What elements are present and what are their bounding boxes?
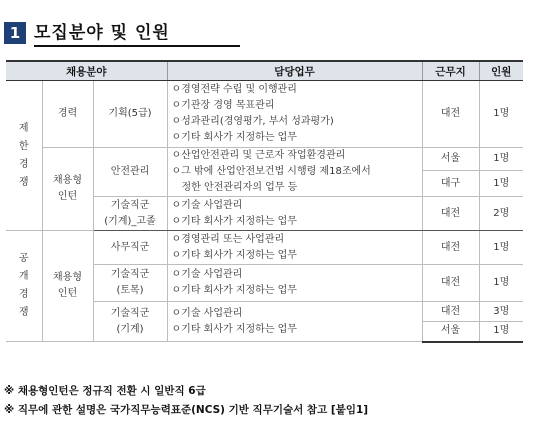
duty-cell: ㅇ기술 사업관리 ㅇ기타 회사가 지정하는 업무: [167, 302, 422, 342]
category-cell: 채용형 인턴: [42, 148, 93, 231]
location-cell: 대구: [422, 171, 479, 197]
duty-cell: ㅇ경영관리 또는 사업관리 ㅇ기타 회사가 지정하는 업무: [167, 231, 422, 265]
location-cell: 대전: [422, 302, 479, 322]
group-restricted: 제한경쟁: [6, 81, 42, 231]
field-cell: 사무직군: [93, 231, 167, 265]
location-cell: 대전: [422, 231, 479, 265]
section-title: 모집분야 및 인원: [34, 18, 240, 47]
footnote-intern: ※ 채용형인턴은 정규직 전환 시 일반직 6급: [4, 385, 206, 397]
section-header: [4, 18, 240, 47]
header-field: 채용분야: [6, 61, 167, 81]
recruitment-table: [6, 60, 523, 343]
header-location: 근무지: [422, 61, 479, 81]
field-cell: 기술직군 (기계)_고졸: [93, 197, 167, 231]
table-header-row: [6, 61, 523, 81]
location-cell: 서울: [422, 148, 479, 171]
table-row: [6, 81, 523, 148]
field-cell: 안전관리: [93, 148, 167, 197]
section-number-badge: 1: [4, 22, 26, 44]
category-cell: 경력: [42, 81, 93, 148]
field-cell: 기술직군 (토목): [93, 265, 167, 302]
duty-cell: ㅇ경영전략 수립 및 이행관리 ㅇ기관장 경영 목표관리 ㅇ성과관리(경영평가, 부서 성과평가) ㅇ기타 회사가 지정하는 업무: [167, 81, 422, 148]
location-cell: 대전: [422, 265, 479, 302]
location-cell: 대전: [422, 81, 479, 148]
table-row: [6, 148, 523, 171]
count-cell: 1명: [479, 322, 523, 342]
field-cell: 기술직군 (기계): [93, 302, 167, 342]
duty-cell: ㅇ기술 사업관리 ㅇ기타 회사가 지정하는 업무: [167, 197, 422, 231]
header-duty: 담당업무: [167, 61, 422, 81]
count-cell: 3명: [479, 302, 523, 322]
header-count: 인원: [479, 61, 523, 81]
duty-cell: ㅇ기술 사업관리 ㅇ기타 회사가 지정하는 업무: [167, 265, 422, 302]
footnotes: [4, 382, 368, 420]
count-cell: 1명: [479, 231, 523, 265]
count-cell: 1명: [479, 81, 523, 148]
duty-cell: ㅇ산업안전관리 및 근로자 작업환경관리 ㅇ그 밖에 산업안전보건법 시행령 제18조에서 정한 안전관리자의 업무 등: [167, 148, 422, 197]
field-cell: 기획(5급): [93, 81, 167, 148]
footnote-ncs: ※ 직무에 관한 설명은 국가직무능력표준(NCS) 기반 직무기술서 참고 [붙임1]: [4, 404, 369, 416]
table-row: [6, 231, 523, 265]
count-cell: 1명: [479, 171, 523, 197]
count-cell: 2명: [479, 197, 523, 231]
category-cell: 채용형 인턴: [42, 231, 93, 342]
count-cell: 1명: [479, 265, 523, 302]
location-cell: 대전: [422, 197, 479, 231]
count-cell: 1명: [479, 148, 523, 171]
group-open: 공개경쟁: [6, 231, 42, 342]
location-cell: 서울: [422, 322, 479, 342]
